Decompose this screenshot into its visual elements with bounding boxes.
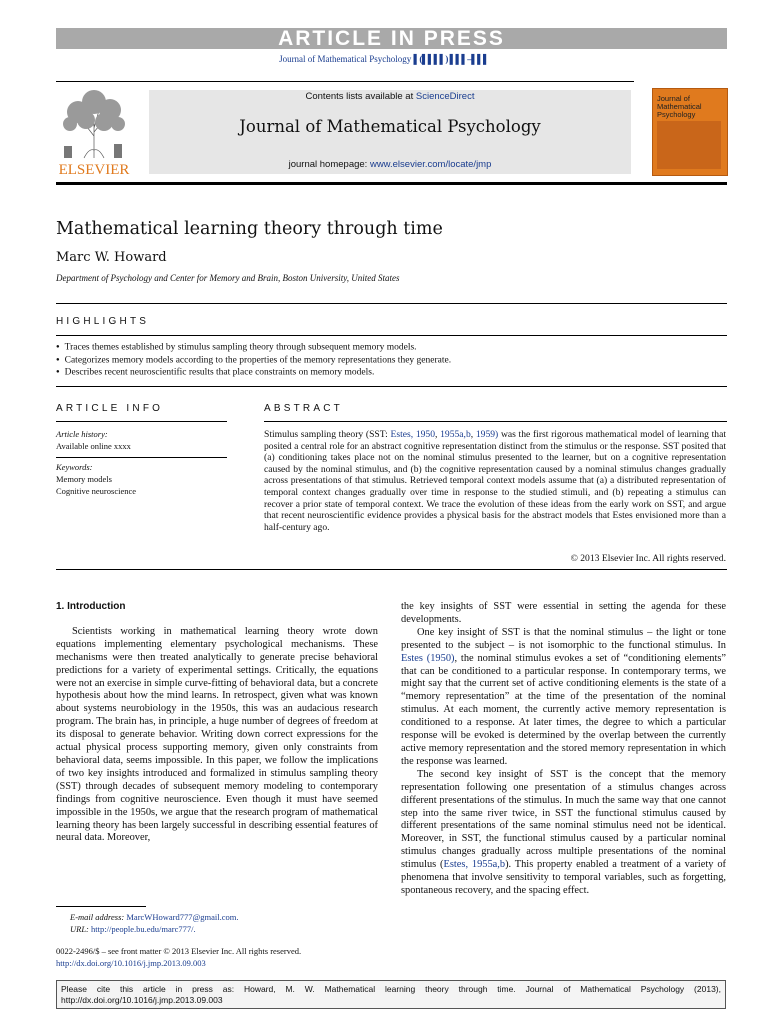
citation-link[interactable]: Estes, 1950	[390, 429, 436, 440]
keywords-rule	[56, 457, 227, 458]
journal-cover-thumbnail[interactable]	[652, 88, 728, 176]
citation-link[interactable]: 1955a,b	[440, 429, 471, 440]
body-right-column	[401, 601, 726, 898]
citation-link[interactable]: 1959)	[475, 429, 499, 440]
highlight-item: ● Categorizes memory models according to the properties of the memory representations they generate.	[56, 354, 727, 367]
elsevier-tree-icon	[54, 88, 134, 178]
email-link[interactable]: MarcWHoward777@gmail.com.	[126, 912, 239, 922]
cover-artwork	[657, 121, 721, 169]
highlights-heading: HIGHLIGHTS	[56, 316, 150, 327]
cite-box	[56, 980, 726, 1009]
elsevier-logo	[54, 88, 134, 178]
homepage-line	[149, 159, 631, 170]
journal-banner	[149, 90, 631, 174]
abstract-rule	[264, 421, 727, 422]
publisher-name: ELSEVIER	[58, 162, 130, 178]
body-paragraph	[401, 769, 726, 898]
issn-line: 0022-2496/$ – see front matter © 2013 Elsevier Inc. All rights reserved.	[56, 946, 302, 956]
abstract-text	[264, 429, 726, 533]
article-title: Mathematical learning theory through time	[56, 219, 443, 239]
homepage-link[interactable]: www.elsevier.com/locate/jmp	[369, 159, 492, 170]
highlight-item: ● Describes recent neuroscientific results that place constraints on memory models.	[56, 366, 727, 379]
body-paragraph	[401, 627, 726, 769]
cover-title: Journal of Mathematical Psychology	[657, 94, 702, 119]
highlights-top-rule	[56, 303, 727, 304]
doi-link[interactable]: http://dx.doi.org/10.1016/j.jmp.2013.09.003	[56, 958, 206, 968]
sciencedirect-link[interactable]: ScienceDirect	[415, 91, 475, 102]
body-text-part: The second key insight of SST is the concept that the memory representation following one presentation of a stimulus changes across different presentations of the stimulus. In much the same way that one cannot step into the same river twice, in SST the functional stimulus caused by different presentations of the same nominal stimulus need not be identical. Moreover, in SST, the functional stimulus caused by a particular nominal stimulus changes gradually across multiple presentations of the nominal stimulus (	[401, 768, 726, 871]
header-thick-rule	[56, 182, 727, 185]
footnote-email	[70, 912, 239, 924]
highlights-bottom-rule	[56, 386, 727, 387]
cite-text: Please cite this article in press as: Howard, M. W. Mathematical learning theory through time. Journal of Mathematical Psychology (2013), http://dx.doi.org/10.1016/j.jmp.2013.09.003	[61, 984, 721, 1005]
author-name: Marc W. Howard	[56, 250, 167, 265]
body-text-part: One key insight of SST is that the nominal stimulus – the light or tone presented to the subject – is not isomorphic to the functional stimulus. In	[401, 626, 726, 651]
journal-title: Journal of Mathematical Psychology	[239, 117, 541, 136]
body-text-part: ). This property enabled a treatment of a variety of phenomena that involve sensitivity to temporal variables, such as forgetting, spontaneous recovery, and the spacing effect.	[401, 859, 726, 896]
highlights-list	[56, 341, 727, 379]
contents-prefix: Contents lists available at	[305, 91, 416, 102]
article-info-heading: ARTICLE INFO	[56, 403, 164, 414]
highlights-rule	[56, 335, 727, 336]
copyright-notice: © 2013 Elsevier Inc. All rights reserved.	[570, 553, 726, 564]
footnote-rule	[56, 906, 146, 907]
highlight-item: ● Traces themes established by stimulus sampling theory through subsequent memory models.	[56, 341, 727, 354]
keyword-item: Cognitive neuroscience	[56, 486, 137, 496]
abstract-text-part: ,	[435, 429, 441, 440]
journal-reference-link[interactable]: Journal of Mathematical Psychology	[279, 54, 412, 64]
citation-link[interactable]: Estes (1950)	[401, 652, 455, 664]
email-label: E-mail address:	[70, 912, 127, 922]
volume-placeholder: ▌(▌▌▌▌) ▌▌▌–▌▌▌	[413, 54, 489, 64]
body-paragraph: Scientists working in mathematical learning theory wrote down equations implementing elementary psychological mechanisms. These mechanisms were then treated analytically to generate precise behavioral predictions for a variety of experimental settings. Critically, the equations were not an exercise in simple curve-fitting of behavioral data, but a concrete hypothesis about how the mind learns. In retrospect, given what was known about systems neurobiology in the 1950s, this was an audacious research program. The brain has, in principle, a huge number of degrees of freedom at its disposal to generate behavior. Writing down correct expressions for the actual physical process supporting memory, given only constraints from behavioral data, seems impossible. In this paper, we follow the implications of two key insights introduced and formalized in stimulus sampling theory (SST) through decades of subsequent memory modeling to contemporary findings from cognitive neuroscience. Even though it must have seemed impossible in the 1950s, we argue that the research program of mathematical learning theory has been largely successful in describing essential features of neural data. Moreover,	[56, 625, 378, 844]
article-in-press-banner: ARTICLE IN PRESS	[56, 28, 727, 49]
homepage-prefix: journal homepage:	[288, 159, 370, 170]
author-affiliation: Department of Psychology and Center for Memory and Brain, Boston University, United States	[56, 273, 400, 283]
journal-reference	[0, 54, 768, 64]
article-history-value: Available online xxxx	[56, 441, 131, 451]
abstract-text-part: Stimulus sampling theory (SST:	[264, 429, 391, 440]
body-left-column	[56, 601, 378, 845]
section-heading: 1. Introduction	[56, 601, 126, 612]
body-paragraph: the key insights of SST were essential in setting the agenda for these developments.	[401, 601, 726, 625]
article-history-label: Article history:	[56, 429, 108, 439]
footnote-url	[70, 924, 196, 936]
body-text-part: , the nominal stimulus evokes a set of “conditioning elements” that can be conditioned to a particular response. In contemporary terms, we might say that the current set of active conditioning elements is the state of a “memory representation” at the time of the presentation of the nominal stimulus. At each moment, the currently active memory representation is conditioned to a response. At later times, the degree to which a particular response will be evoked is determined by the overlap between the currently active memory representation and the stored memory representation in which the response was learned.	[401, 652, 726, 767]
keywords-label: Keywords:	[56, 462, 93, 472]
article-info-rule	[56, 421, 227, 422]
abstract-text-part: was the first rigorous mathematical model of learning that posited a central role for an abstract cognitive representation distinct from the stimulus or the response. SST posited that (a) conditioning takes place not on the nominal stimulus presented to the learner, but on a cognitive representation caused by the nominal stimulus, and (b) the cognitive representation caused by a nominal stimulus changes gradually across presentations of that stimulus. Retrieved temporal context models assume that (a) a distributed representation of temporal context changes gradually over time in response to the studied stimuli, and (b) repeating a stimulus can recover a prior state of temporal context. We trace the evolution of these ideas from the early work on SST, and argue that recent neuroscientific evidence provides a physical basis for the abstract models that Estes envisioned more than a half-century ago.	[264, 429, 726, 533]
url-label: URL:	[70, 924, 92, 934]
abstract-bottom-rule	[56, 569, 727, 570]
keyword-item: Memory models	[56, 474, 112, 484]
header-rule	[56, 81, 634, 82]
contents-line	[149, 91, 631, 102]
abstract-text-part: ,	[470, 429, 476, 440]
citation-link[interactable]: Estes, 1955a,b	[443, 859, 506, 871]
author-url-link[interactable]: http://people.bu.edu/marc777/.	[91, 924, 196, 934]
abstract-heading: ABSTRACT	[264, 403, 343, 414]
